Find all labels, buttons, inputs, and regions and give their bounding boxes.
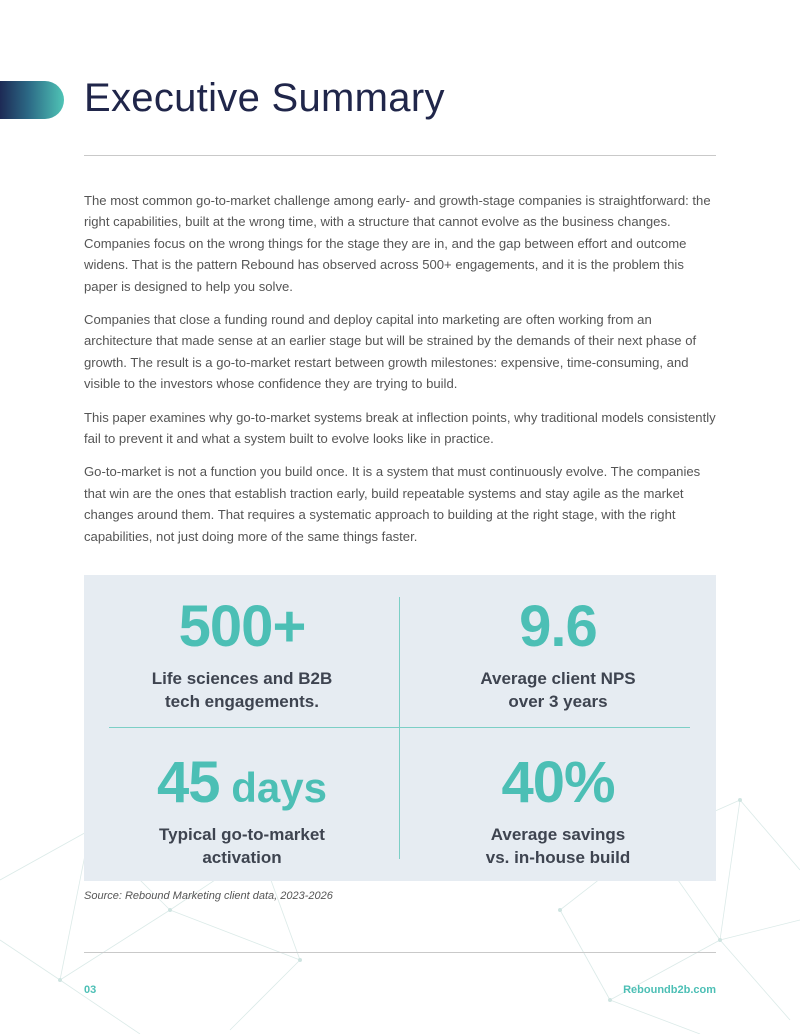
page-number: 03 xyxy=(84,984,97,996)
stats-horizontal-divider xyxy=(109,727,690,728)
stat-label: Life sciences and B2B tech engagements. xyxy=(151,669,333,711)
website-link[interactable]: Reboundb2b.com xyxy=(623,984,716,996)
paragraph: Go-to-market is not a function you build once. It is a system that must continuously evolve. The companies that win are the ones that establish traction early, build repeatable systems and stay agile as the market changes around them. That requires a systematic approach to building at the right stage, with the right capabilities, not just doing more of the same things faster. xyxy=(84,464,701,544)
stat-savings xyxy=(400,751,716,869)
stat-value: 45 days xyxy=(157,750,327,815)
paragraph: The most common go-to-market challenge among early- and growth-stage companies is straightforward: the right capabilities, built at the wrong time, with a structure that cannot evolve as the business changes. Companies focus on the wrong things for the stage they are in, and the gap between effort and outcome widens. That is the pattern Rebound has observed across 500+ engagements, and it is the problem this paper is designed to help you solve. xyxy=(84,193,711,294)
stat-value: 500+ xyxy=(178,594,306,659)
stat-value: 40% xyxy=(501,750,615,815)
paragraph: This paper examines why go-to-market systems break at inflection points, why traditional models consistently fail to prevent it and what a system built to evolve looks like in practice. xyxy=(84,409,716,447)
page-title: Executive Summary xyxy=(84,76,445,120)
footer-divider xyxy=(84,952,716,953)
source-note: Source: Rebound Marketing client data, 2023-2026 xyxy=(84,890,333,902)
key-stats-panel xyxy=(84,575,716,881)
stat-activation-time xyxy=(84,751,400,869)
stat-label: Average client NPS over 3 years xyxy=(480,669,636,711)
stat-nps xyxy=(400,595,716,713)
stat-value: 9.6 xyxy=(519,594,597,659)
title-divider xyxy=(84,155,716,156)
section-accent-tab xyxy=(0,81,64,119)
paragraph: Companies that close a funding round and deploy capital into marketing are often working from an architecture that made sense at an earlier stage but will be strained by the demands of their next phase of growth. The result is a go-to-market restart between growth milestones: expensive, time-consuming, and visible to the investors whose confidence they are trying to build. xyxy=(84,312,697,392)
stat-engagements xyxy=(84,595,400,713)
body-text xyxy=(84,190,718,559)
stat-label: Average savings vs. in-house build xyxy=(485,825,631,867)
stat-label: Typical go-to-market activation xyxy=(159,825,325,867)
